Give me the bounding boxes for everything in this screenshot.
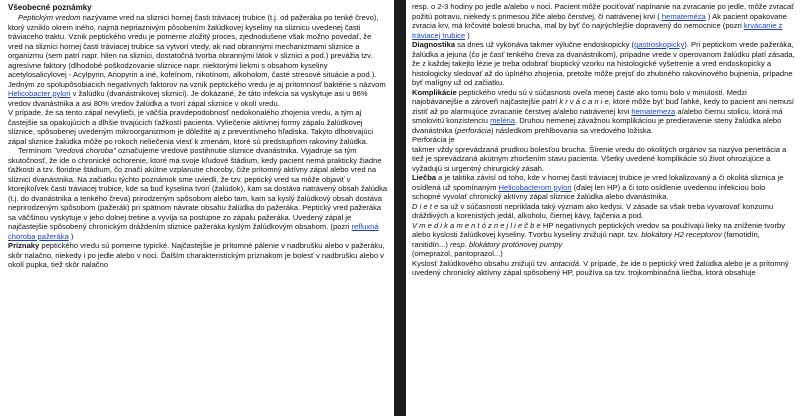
text-run: Termínom xyxy=(18,146,54,155)
italic-term: k r v á c a n i e xyxy=(559,97,609,106)
paragraph-perforation: Perforácia je xyxy=(412,135,455,144)
paragraph-complications xyxy=(412,88,796,136)
bold-term: Liečba xyxy=(412,173,437,182)
inline-link[interactable]: krvácanie z tráviacej trubice xyxy=(412,21,783,40)
bold-term: Príznaky xyxy=(8,241,40,250)
text-run: ). Pri peptickom vrede pažeráka, žalúdka a jejuna (čo je časť tenkého čreva za dvanástnikom), prípadne vrede v operovanom žalúdku platí zásada, že z každej takejto lézie je treba odobrať bioptický vzorku na histologické vyšetrenie a vred endoskopicky a histologicky sledovať až do úplného zhojenia, pretože môže prejsť do zhubného rakovinového bujnenia, prípadne byť malígny už od začiatku. xyxy=(412,40,795,87)
inline-link[interactable]: Helicobacter pylori xyxy=(8,89,71,98)
text-run: nazývame vred na sliznici hornej časti tráviacej trubice (t.j. od pažeráka po tenké črevo), ktorý vzniklo okrem iného, najmä nepriaznivým pôsobením žalúdkovej kyseliny na sliznicu uvedenej časti tráviaceho traktu. Vznik peptického vredu je pomerne zložitý proces, zjednodušene však možno povedať, že vred na sliznici hornej časti tráviacej trubice sa vytvorí vtedy, ak nad obrannými mechanizmami sliznice a organizmu (sem patrí napr. hlien na sliznici, dostatočná tvorba obrannými látok v sliznici a pod.) prevážia tzv. agresívne faktory (dlhodobé poškodzovanie sliznice napr. niektorými liekmi s obsahom kyseliny acetylosalicylovej - Acylpyrin, Anopyrin a iné, kofeínom, nikotínom, alkoholom, časté stresové situácie a pod.). Jedným zo spolupôsobiacich negatívnych faktorov na vznik peptického vredu je aj prítomnosť baktérie s názvom xyxy=(8,13,386,89)
text-run: (famotidín, ranitidín...) xyxy=(412,230,760,249)
paragraph-treatment xyxy=(412,173,796,202)
text-run: HP negatívnych peptických vredov sa používajú lieky na zníženie tvorby alebo kyslosti žalúdkovej kyseliny. Tvorbu kyseliny znižujú napr. tzv. xyxy=(412,220,785,239)
right-page xyxy=(406,0,800,416)
bold-term: Komplikácie xyxy=(412,87,457,97)
inline-link[interactable]: hematemeza xyxy=(631,106,676,116)
paragraph-diagnostics xyxy=(412,40,796,88)
inline-link[interactable]: meléna xyxy=(490,116,515,125)
text-run: resp. o 2-3 hodiny po jedle a/alebo v noci. Pacient môže pociťovať napínanie na zvracanie po jedle, môže zvracať požitú potravu, niekedy s primesou žlče alebo čerstvej, či natrávenej krvi ( xyxy=(412,2,795,21)
text-run: . Druhou nemenej závažnou komplikáciou je predieravenie steny žalúdka alebo dvanástnika ( xyxy=(412,116,782,135)
italic-term: resp. blokátory protónovej pumpy xyxy=(449,239,563,249)
inline-link[interactable]: Helicobacterom pylori xyxy=(498,182,572,192)
paragraph-symptoms-cont xyxy=(412,2,796,40)
inline-link[interactable]: refluxná choroba pažeráka xyxy=(8,222,379,241)
paragraph-antacids xyxy=(412,259,796,278)
text-run: a/alebo čiernu stolicu, ktorá má smolovitú konzistenciu xyxy=(412,106,783,125)
text-run: . V prípade, že ide o peptický vred žalúdka alebo je a prítomný uvedený chronický aktívny zápal spôsobený HP, používa sa tzv. trojkombinačná liečba, ktorá obsahuje xyxy=(412,258,789,277)
paragraph-medication xyxy=(412,221,796,250)
text-run: ) xyxy=(465,30,470,40)
paragraph-penetration: takmer vždy sprevádzaná prudkou bolesťou brucha. Šírenie vredu do okolitých orgánov sa nazýva penetrácia a tiež je sprevádzaná akútnym zhoršením stavu pacienta. Všetky uvedené komplikácie sú život ohrozujúce a vyžadujú si urgentný chirurgický zásah. xyxy=(412,144,787,173)
text-run: peptického vredu sú pomerne typické. Najčastejšie je prítomné pálenie v nadbrušku alebo v pažeráku, skôr nalačno, niekedy i po jedle alebo v noci. Ďalším charakteristickým príznakom je bolesť v nadbrušku alebo v okolí pupka, tiež skôr nalačno xyxy=(8,241,385,269)
page-gutter xyxy=(394,0,406,416)
left-page xyxy=(0,0,394,416)
inline-link[interactable]: gastroskopicky xyxy=(634,40,685,49)
text-run: v žalúdku (dvanástnikovej sliznici). Je dokázané, že táto infekcia sa vyskytuje asi u 96% vredov dvanástnika a asi 80% vredov žalúdka a tvorí zápal sliznice v okolí vredu. xyxy=(8,89,368,108)
paragraph-ulcer-disease xyxy=(8,146,388,241)
paragraph-inflammation: V prípade, že sa tento zápal nevylieči, je väčšia pravdepodobnosť nedokonalého zhojenia vredu, a tým aj častejšie sa opakujúcich a dlhšie trvajúcich ťažkostí pacienta. Vyliečenie aktívnej formy zápalu žalúdkovej sliznice, spôsobenej uvedeným mikroorganizmom je dôležité aj z preventívneho hľadiska. Takýto dlhotrvajúci zápal sliznice žalúdka môže po rokoch neliečenia viesť k zmenám, ktoré sú predstupňom rakoviny žalúdka. xyxy=(8,108,374,146)
bold-term: Diagnostika xyxy=(412,40,456,49)
paragraph-diet xyxy=(412,202,796,221)
italic-term: D i e t e xyxy=(412,201,439,211)
section-title: Všeobecné poznámky xyxy=(8,3,92,12)
text-run: sa dnes už vykonáva takmer výlučne endoskopicky ( xyxy=(455,40,635,49)
text-run: ) xyxy=(68,231,74,241)
italic-term: V m e d i k a m e n t ó z n e j l i e č b e xyxy=(412,220,541,230)
text-run: sa už v súčasnosti nepriklada taký význam ako kedysi. V zásade sa však treba vyvarovať konzumu dráždivých a korenistých jedál, alkoholu, čiernej kávy, fajčenia a pod. xyxy=(412,201,774,220)
text-run: ) Ak pacient opakovane zvracia krv, má krčovité bolesti brucha, mal by byť čo najrýchlejšie dopravený do nemocnice (pozri xyxy=(412,11,787,30)
paragraph-symptoms xyxy=(8,241,388,270)
text-run: ) následkom prehlbovania sa vredového ložiska. xyxy=(490,125,654,135)
text-run: a je taktika závisí od toho, kde v hornej časti tráviacej trubice je vred lokalizovaný a či okolitá sliznica je osídlená už spomínaným xyxy=(412,173,784,192)
text-run: , ktoré môže byť buď ľahké, kedy to pacient ani nemusí zistiť až po alarmujúce zvracanie čerstvej a/alebo natrávenej krvi xyxy=(412,97,795,116)
paragraph-drug-examples: (omeprazol, pantoprazol...) xyxy=(412,249,503,258)
paragraph-intro xyxy=(8,13,388,108)
italic-term: perforácia xyxy=(457,125,491,135)
text-run: Kyslosť žalúdkového obsahu znižujú tzv. xyxy=(412,258,551,268)
inline-link[interactable]: hemateméza xyxy=(661,11,706,21)
text-run: peptického vredu sú v súčasnosti oveľa menej časté ako tomu bolo v minulosti. Medzi najobávanejšie a zároveň najčastejšie patrí xyxy=(412,87,747,106)
text-run: označujeme vredové postihnutie sliznice dvanástnika. Vyjadruje sa tým skutočnosť, že ide o chronické ochorenie, ktoré má svoje kľudové štádium, kedy pacient nemá prakticky žiadne ťažkosti a tzv. floridne štádium, čo značí akútne vzplanutie choroby, čiže prítomný aktívny zápal alebo vred na sliznici dvanástnika. Na začiatku týchto poznámok sme uviedli, že tzv. peptický vred sa môže objaviť v ktorejkoľvek časti tráviacej trubice, kde sa buď kyselina tvorí (žalúdok), kam sa dostáva natrávený obsah žalúdka (t.j. do dvanástnika a tenkého čreva) prirodzeným spôsobom alebo tam, kam sa kyslý žalúdkový obsah dostáva neprirodzeným spôsobom (pažerák) pri spätnom návrate obsahu žalúdka do pažeráka. Peptický vred pažeráka sa väčšinou vyskytuje v jeho dolnej tretine a vyvíja sa postupne zo zápalu pažeráka. Uvedený zápal je najčastejšie spôsobený chronickým dráždením sliznice pažeráka kyslým žalúdkovým obsahom. (pozri xyxy=(8,146,388,231)
italic-term: Peptickým vredom xyxy=(18,13,81,22)
italic-term: blokátory H2 receptorov xyxy=(641,230,722,239)
italic-term: antacidá xyxy=(550,258,579,268)
text-run: (ďalej len HP) a či toto osídlenie uvedenou infekciou bolo schopné vyvolať chronický aktívny zápal sliznice žalúdka alebo dvanástnika. xyxy=(412,182,766,201)
italic-term: "vredová choroba" xyxy=(53,146,116,155)
